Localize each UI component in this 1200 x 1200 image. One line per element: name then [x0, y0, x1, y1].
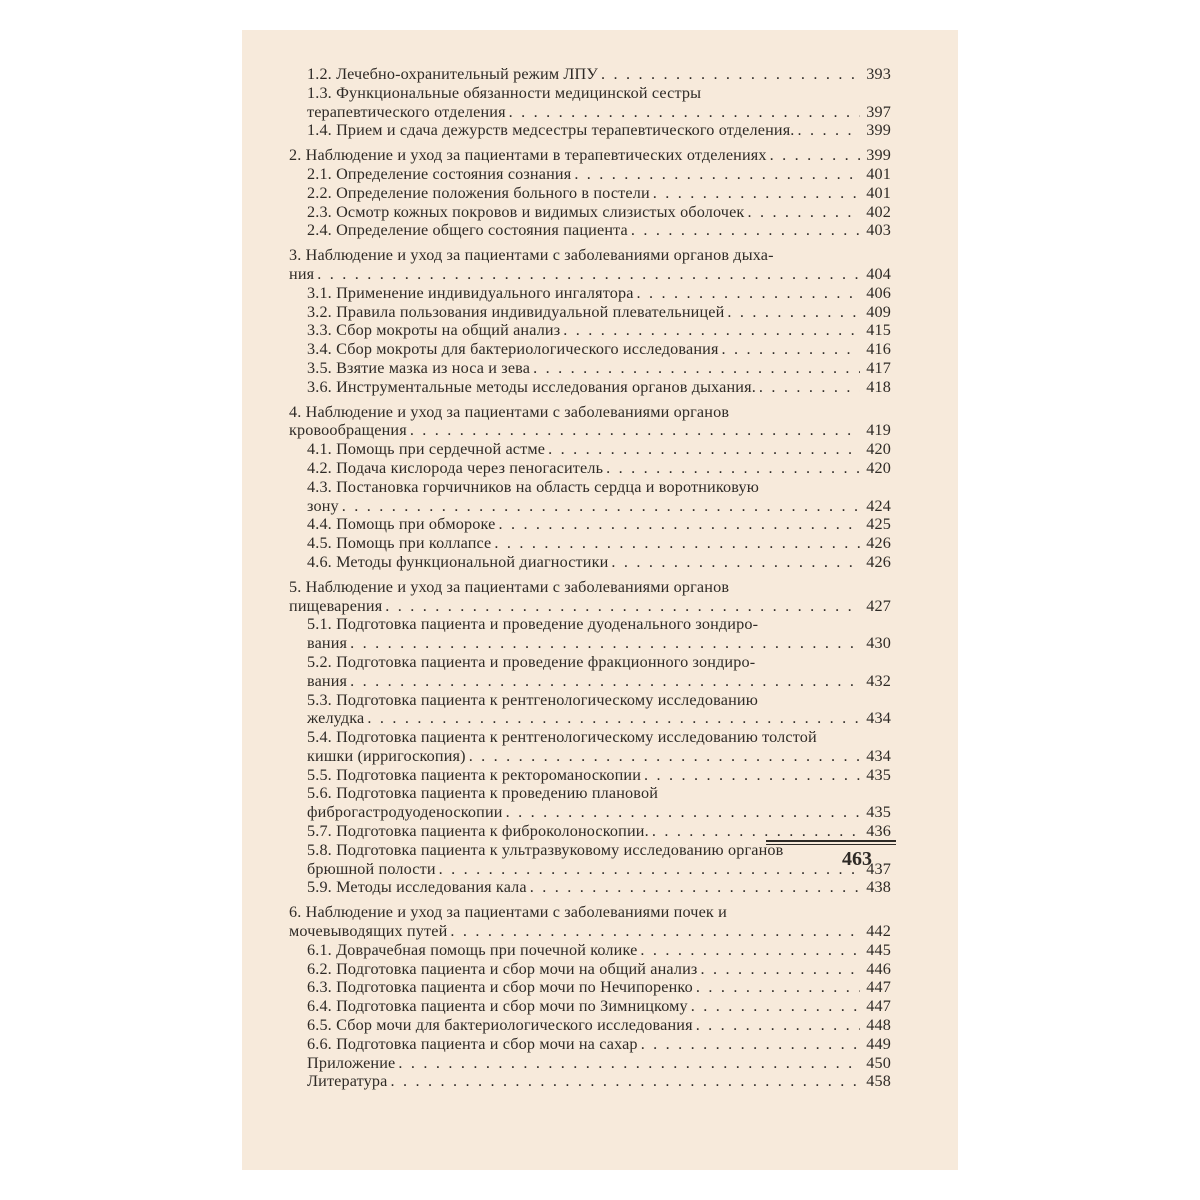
dot-leader: [644, 766, 860, 785]
dot-leader: [770, 146, 860, 165]
toc-page-number: 458: [866, 1072, 891, 1091]
dot-leader: [548, 440, 860, 459]
toc-entry-text: 6.2. Подготовка пациента и сбор мочи на общий анализ: [307, 959, 698, 978]
toc-page-number: 434: [866, 746, 891, 765]
toc-line: [289, 359, 891, 378]
toc-subsection: [289, 359, 891, 378]
toc-subsection: [289, 165, 891, 184]
toc-entry-text: 3.1. Применение индивидуального ингалятора: [307, 283, 634, 302]
toc-entry-text: 3.3. Сбор мокроты на общий анализ: [307, 321, 561, 340]
dot-leader: [391, 1072, 861, 1091]
toc-line: [289, 478, 891, 497]
toc-subsection: [289, 728, 891, 766]
toc-entry-text: 1.4. Прием и сдача дежурств медсестры терапевтического отделения.: [307, 121, 795, 140]
toc-line: [289, 203, 891, 222]
toc-page-number: 432: [866, 671, 891, 690]
toc-subsection: [289, 766, 891, 785]
toc-line: [289, 497, 891, 516]
toc-page-number: 415: [866, 321, 891, 340]
dot-leader: [631, 221, 860, 240]
toc-entry-text: 5.4. Подготовка пациента к рентгенологическому исследованию толстой: [307, 728, 817, 747]
toc-subsections: [289, 165, 891, 240]
toc-section: [289, 246, 891, 396]
dot-leader: [653, 184, 860, 203]
toc-line: [289, 691, 891, 710]
toc-subsection: [289, 691, 891, 729]
toc-page-number: 409: [866, 302, 891, 321]
toc-entry-text: 5.1. Подготовка пациента и проведение дуоденального зондиро-: [307, 615, 759, 634]
dot-leader: [798, 121, 861, 140]
toc-subsection: [289, 653, 891, 691]
toc-line: [289, 378, 891, 397]
toc-line: [289, 903, 891, 922]
toc-entry-text: 4.1. Помощь при сердечной астме: [307, 440, 546, 459]
toc-line: [289, 960, 891, 979]
toc-line: [289, 284, 891, 303]
toc-line: [289, 121, 891, 140]
toc-subsection: [289, 1016, 891, 1035]
toc-page-number: 427: [866, 596, 891, 615]
toc-entry-text: 2.3. Осмотр кожных покровов и видимых слизистых оболочек: [307, 202, 745, 221]
dot-leader: [469, 747, 860, 766]
toc-subsections: [289, 941, 891, 1091]
dot-leader: [533, 359, 860, 378]
toc-entry-text: фиброгастродуоденоскопии: [307, 803, 503, 822]
toc-page-number: 417: [866, 358, 891, 377]
toc-page-number: 416: [866, 340, 891, 359]
toc-line: [289, 321, 891, 340]
toc-line: [289, 303, 891, 322]
toc-page-number: 403: [866, 221, 891, 240]
toc-page-number: 450: [866, 1053, 891, 1072]
toc-page-number: 447: [866, 978, 891, 997]
toc-line: [289, 978, 891, 997]
dot-leader: [747, 203, 860, 222]
dot-leader: [494, 534, 860, 553]
dot-leader: [637, 284, 860, 303]
toc-line: [289, 440, 891, 459]
toc-entry-text: 3.4. Сбор мокроты для бактериологического исследования: [307, 340, 719, 359]
toc-page-number: 434: [866, 709, 891, 728]
toc-line: [289, 403, 891, 422]
dot-leader: [722, 340, 860, 359]
toc-entry-text: 5.2. Подготовка пациента и проведение фракционного зондиро-: [307, 652, 756, 671]
toc-subsection: [289, 440, 891, 459]
toc-subsection: [289, 203, 891, 222]
toc-entry-text: 6. Наблюдение и уход за пациентами с заболеваниями почек и: [289, 903, 727, 922]
toc-entry-text: 6.4. Подготовка пациента и сбор мочи по Зимницкому: [307, 997, 688, 1016]
toc-subsection: [289, 997, 891, 1016]
toc-subsection: [289, 340, 891, 359]
toc-section: [289, 65, 891, 140]
dot-leader: [410, 421, 860, 440]
toc-page-number: 436: [866, 822, 891, 841]
toc-subsection: [289, 1035, 891, 1054]
toc-subsection: [289, 960, 891, 979]
toc-line: [289, 728, 891, 747]
dot-leader: [601, 65, 860, 84]
toc-page-number: 425: [866, 515, 891, 534]
toc-subsection: [289, 84, 891, 122]
toc-entry-text: вания: [307, 634, 348, 653]
toc-line: [289, 553, 891, 572]
toc-line: [289, 1016, 891, 1035]
toc-line: [289, 634, 891, 653]
footer-rule-thin: [766, 844, 896, 845]
toc-entry-text: 3.6. Инструментальные методы исследования органов дыхания.: [307, 377, 756, 396]
toc-subsection: [289, 478, 891, 516]
dot-leader: [574, 165, 860, 184]
dot-leader: [317, 265, 860, 284]
toc-section: [289, 403, 891, 572]
toc-entry-text: ния: [289, 264, 315, 283]
toc-subsections: [289, 65, 891, 140]
dot-leader: [509, 103, 860, 122]
toc-page-number: 397: [866, 102, 891, 121]
toc-line: [289, 184, 891, 203]
toc-subsection: [289, 65, 891, 84]
toc-line: [289, 146, 891, 165]
toc-page-number: 424: [866, 496, 891, 515]
toc-subsection: [289, 184, 891, 203]
toc-entry-text: терапевтического отделения: [307, 102, 506, 121]
dot-leader: [350, 634, 860, 653]
toc-entry-text: Приложение: [307, 1053, 396, 1072]
toc-subsection: [289, 321, 891, 340]
toc-entry-text: 5.8. Подготовка пациента к ультразвуковому исследованию органов: [307, 840, 784, 859]
book-page: [242, 30, 958, 1170]
toc-line: [289, 1054, 891, 1073]
toc-entry-text: 6.6. Подготовка пациента и сбор мочи на сахар: [307, 1034, 638, 1053]
toc-subsection: [289, 878, 891, 897]
toc-section: [289, 578, 891, 898]
toc-line: [289, 766, 891, 785]
toc-line: [289, 221, 891, 240]
toc-entry-text: 2. Наблюдение и уход за пациентами в терапевтических отделениях: [289, 146, 767, 165]
dot-leader: [530, 878, 860, 897]
toc-line: [289, 340, 891, 359]
toc-page-number: 404: [866, 264, 891, 283]
toc-page-number: 406: [866, 283, 891, 302]
toc-entry-text: кровообращения: [289, 421, 407, 440]
dot-leader: [696, 978, 860, 997]
toc-page-number: 420: [866, 458, 891, 477]
toc-page-number: 430: [866, 634, 891, 653]
toc-page-number: 445: [866, 940, 891, 959]
table-of-contents: [289, 65, 891, 1097]
toc-page-number: 401: [866, 183, 891, 202]
toc-page-number: 437: [866, 859, 891, 878]
toc-subsection: [289, 284, 891, 303]
toc-line: [289, 246, 891, 265]
dot-leader: [367, 709, 860, 728]
toc-page-number: 393: [866, 65, 891, 83]
toc-subsection: [289, 784, 891, 822]
toc-entry-text: 1.3. Функциональные обязанности медицинской сестры: [307, 83, 702, 102]
toc-entry-text: 5.6. Подготовка пациента к проведению плановой: [307, 784, 659, 803]
toc-page-number: 446: [866, 959, 891, 978]
toc-page-number: 447: [866, 997, 891, 1016]
toc-entry-text: 4.2. Подача кислорода через пеногаситель: [307, 458, 604, 477]
dot-leader: [700, 960, 860, 979]
toc-section: [289, 903, 891, 1091]
toc-line: [289, 997, 891, 1016]
dot-leader: [606, 459, 860, 478]
toc-subsections: [289, 615, 891, 897]
dot-leader: [385, 597, 860, 616]
dot-leader: [641, 1035, 860, 1054]
toc-line: [289, 1072, 891, 1091]
dot-leader: [759, 378, 860, 397]
toc-entry-text: 3.5. Взятие мазка из носа и зева: [307, 358, 531, 377]
toc-subsection: [289, 459, 891, 478]
toc-subsections: [289, 440, 891, 572]
toc-line: [289, 459, 891, 478]
dot-leader: [398, 1054, 860, 1073]
toc-entry-text: зону: [307, 496, 339, 515]
toc-subsection: [289, 534, 891, 553]
toc-entry-text: брюшной полости: [307, 859, 436, 878]
toc-entry-text: 5.5. Подготовка пациента к ректороманоскопии: [307, 765, 642, 784]
toc-entry-text: мочевыводящих путей: [289, 922, 448, 941]
toc-subsection: [289, 822, 891, 841]
toc-page-number: 426: [866, 534, 891, 553]
toc-line: [289, 84, 891, 103]
toc-page-number: 399: [866, 146, 891, 165]
toc-entry-text: 4.4. Помощь при обмороке: [307, 515, 496, 534]
page-number: 463: [842, 848, 872, 870]
toc-subsection: [289, 941, 891, 960]
toc-subsection: [289, 121, 891, 140]
toc-subsection: [289, 378, 891, 397]
toc-subsections: [289, 284, 891, 397]
toc-line: [289, 103, 891, 122]
toc-subsection: [289, 978, 891, 997]
toc-page-number: 402: [866, 202, 891, 221]
toc-page-number: 399: [866, 121, 891, 140]
toc-subsection: [289, 615, 891, 653]
dot-leader: [506, 803, 860, 822]
toc-line: [289, 709, 891, 728]
toc-line: [289, 860, 891, 879]
toc-entry-text: пищеварения: [289, 596, 383, 615]
dot-leader: [652, 822, 860, 841]
toc-line: [289, 265, 891, 284]
toc-entry-text: 6.1. Доврачебная помощь при почечной колике: [307, 940, 638, 959]
toc-line: [289, 784, 891, 803]
toc-line: [289, 65, 891, 84]
toc-page-number: 419: [866, 421, 891, 440]
toc-line: [289, 421, 891, 440]
toc-line: [289, 515, 891, 534]
toc-entry-text: кишки (ирригоскопия): [307, 746, 466, 765]
toc-entry-text: 3.2. Правила пользования индивидуальной плевательницей: [307, 302, 725, 321]
toc-entry-text: 2.2. Определение положения больного в постели: [307, 183, 650, 202]
toc-line: [289, 534, 891, 553]
toc-entry-text: 3. Наблюдение и уход за пациентами с заболеваниями органов дыха-: [289, 246, 774, 265]
dot-leader: [350, 672, 860, 691]
toc-entry-text: 4.5. Помощь при коллапсе: [307, 534, 492, 553]
toc-line: [289, 578, 891, 597]
toc-line: [289, 941, 891, 960]
dot-leader: [450, 922, 860, 941]
toc-entry-text: желудка: [307, 709, 365, 728]
toc-line: [289, 747, 891, 766]
dot-leader: [611, 553, 860, 572]
toc-entry-text: 5.3. Подготовка пациента к рентгенологическому исследованию: [307, 690, 758, 709]
toc-entry-text: 5.7. Подготовка пациента к фиброколоноскопии.: [307, 822, 649, 841]
toc-page-number: 401: [866, 164, 891, 183]
toc-entry-text: 5.9. Методы исследования кала: [307, 878, 527, 897]
dot-leader: [563, 321, 860, 340]
toc-subsection: [289, 553, 891, 572]
toc-entry-text: 4.6. Методы функциональной диагностики: [307, 552, 609, 571]
dot-leader: [696, 1016, 860, 1035]
toc-entry-text: 6.3. Подготовка пациента и сбор мочи по Нечипоренко: [307, 978, 693, 997]
toc-line: [289, 1035, 891, 1054]
toc-page-number: 448: [866, 1016, 891, 1035]
toc-section: [289, 146, 891, 240]
toc-entry-text: Литература: [307, 1072, 388, 1091]
dot-leader: [498, 515, 860, 534]
toc-line: [289, 803, 891, 822]
toc-page-number: 426: [866, 552, 891, 571]
toc-entry-text: 2.1. Определение состояния сознания: [307, 164, 572, 183]
toc-entry-text: 6.5. Сбор мочи для бактериологического исследования: [307, 1016, 693, 1035]
dot-leader: [727, 303, 860, 322]
toc-entry-text: 4.3. Постановка горчичников на область сердца и воротниковую: [307, 477, 759, 496]
toc-subsection: [289, 1054, 891, 1073]
toc-line: [289, 822, 891, 841]
dot-leader: [691, 997, 860, 1016]
toc-entry-text: 2.4. Определение общего состояния пациента: [307, 221, 628, 240]
toc-subsection: [289, 221, 891, 240]
toc-subsection: [289, 303, 891, 322]
toc-subsection: [289, 1072, 891, 1091]
toc-page-number: 438: [866, 878, 891, 897]
toc-page-number: 418: [866, 377, 891, 396]
toc-subsection: [289, 515, 891, 534]
toc-line: [289, 653, 891, 672]
toc-entry-text: 5. Наблюдение и уход за пациентами с заболеваниями органов: [289, 577, 730, 596]
toc-entry-text: 1.2. Лечебно-охранительный режим ЛПУ: [307, 65, 598, 83]
dot-leader: [640, 941, 860, 960]
toc-page-number: 435: [866, 765, 891, 784]
toc-line: [289, 672, 891, 691]
footer-rule: [766, 840, 896, 842]
toc-page-number: 449: [866, 1034, 891, 1053]
toc-line: [289, 615, 891, 634]
toc-page-number: 442: [866, 922, 891, 941]
dot-leader: [439, 860, 860, 879]
toc-subsection: [289, 841, 891, 879]
toc-line: [289, 878, 891, 897]
toc-page-number: 435: [866, 803, 891, 822]
dot-leader: [342, 497, 860, 516]
toc-line: [289, 922, 891, 941]
toc-page-number: 420: [866, 440, 891, 459]
toc-line: [289, 597, 891, 616]
toc-entry-text: 4. Наблюдение и уход за пациентами с заболеваниями органов: [289, 402, 730, 421]
toc-line: [289, 165, 891, 184]
toc-entry-text: вания: [307, 671, 348, 690]
